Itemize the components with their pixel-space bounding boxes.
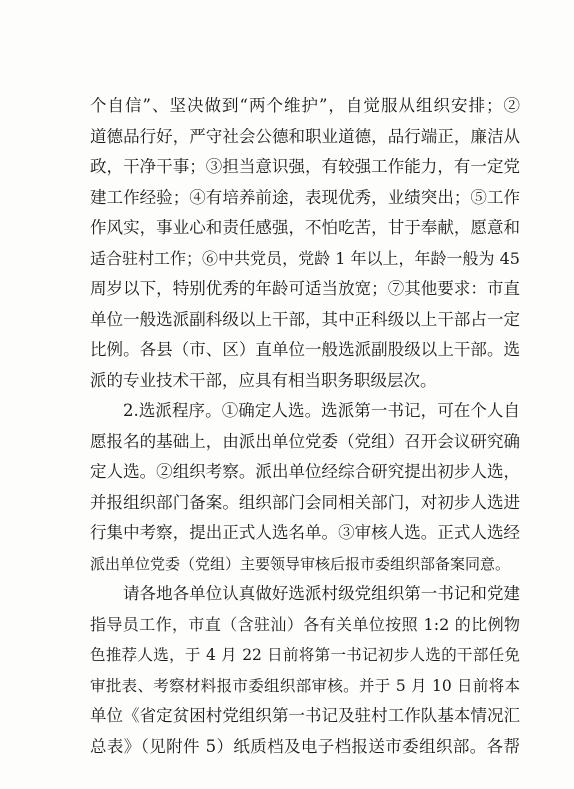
text-line: 建工作经验；④有培养前途，表现优秀，业绩突出；⑤工作 [90, 187, 520, 207]
text-line: 周岁以下，特别优秀的年龄可适当放宽；⑦其他要求：市直 [90, 279, 520, 298]
text-line: 2.选派程序。①确定人选。选派第一书记，可在个人自 [123, 401, 520, 420]
text-line: 行集中考察，提出正式人选名单。③审核人选。正式人选经 [90, 523, 520, 542]
text-line: 比例。各县（市、区）直单位一般选派副股级以上干部。选 [90, 340, 520, 359]
text-line: 适合驻村工作；⑥中共党员，党龄 1 年以上，年龄一般为 45 [90, 248, 520, 268]
text-line: 色推荐人选，于 4 月 22 日前将第一书记初步人选的干部任免 [90, 646, 520, 664]
text-line: 定人选。②组织考察。派出单位经综合研究提出初步人选， [90, 462, 520, 481]
text-line: 并报组织部门备案。组织部门会同相关部门，对初步人选进 [90, 492, 520, 512]
text-line: 愿报名的基础上，由派出单位党委（党组）召开会议研究确 [90, 431, 520, 451]
text-line: 审批表、考察材料报市委组织部审核。并于 5 月 10 日前将本 [90, 676, 520, 695]
text-line: 政，干净干事；③担当意识强，有较强工作能力，有一定党 [90, 157, 520, 176]
text-line: 请各地各单位认真做好选派村级党组织第一书记和党建 [123, 584, 520, 603]
text-line: 单位一般选派副科级以上干部，其中正科级以上干部占一定 [90, 309, 520, 329]
text-line: 个自信”、坚决做到“两个维护”，自觉服从组织安排；② [90, 96, 520, 115]
text-line: 道德品行好，严守社会公德和职业道德，品行端正，廉洁从 [90, 126, 520, 146]
text-line: 总表》（见附件 5）纸质档及电子档报送市委组织部。各帮 [90, 736, 520, 756]
text-line: 指导员工作，市直（含驻汕）各有关单位按照 1:2 的比例物 [90, 614, 520, 634]
text-line: 单位《省定贫困村党组织第一书记及驻村工作队基本情况汇 [90, 706, 520, 725]
body-text [90, 91, 520, 762]
text-line: 派的专业技术干部，应具有相当职务职级层次。 [90, 370, 437, 390]
text-line: 派出单位党委（党组）主要领导审核后报市委组织部备案同意。 [90, 554, 511, 573]
text-line: 作风实，事业心和责任感强，不怕吃苦，甘于奉献，愿意和 [90, 218, 520, 237]
